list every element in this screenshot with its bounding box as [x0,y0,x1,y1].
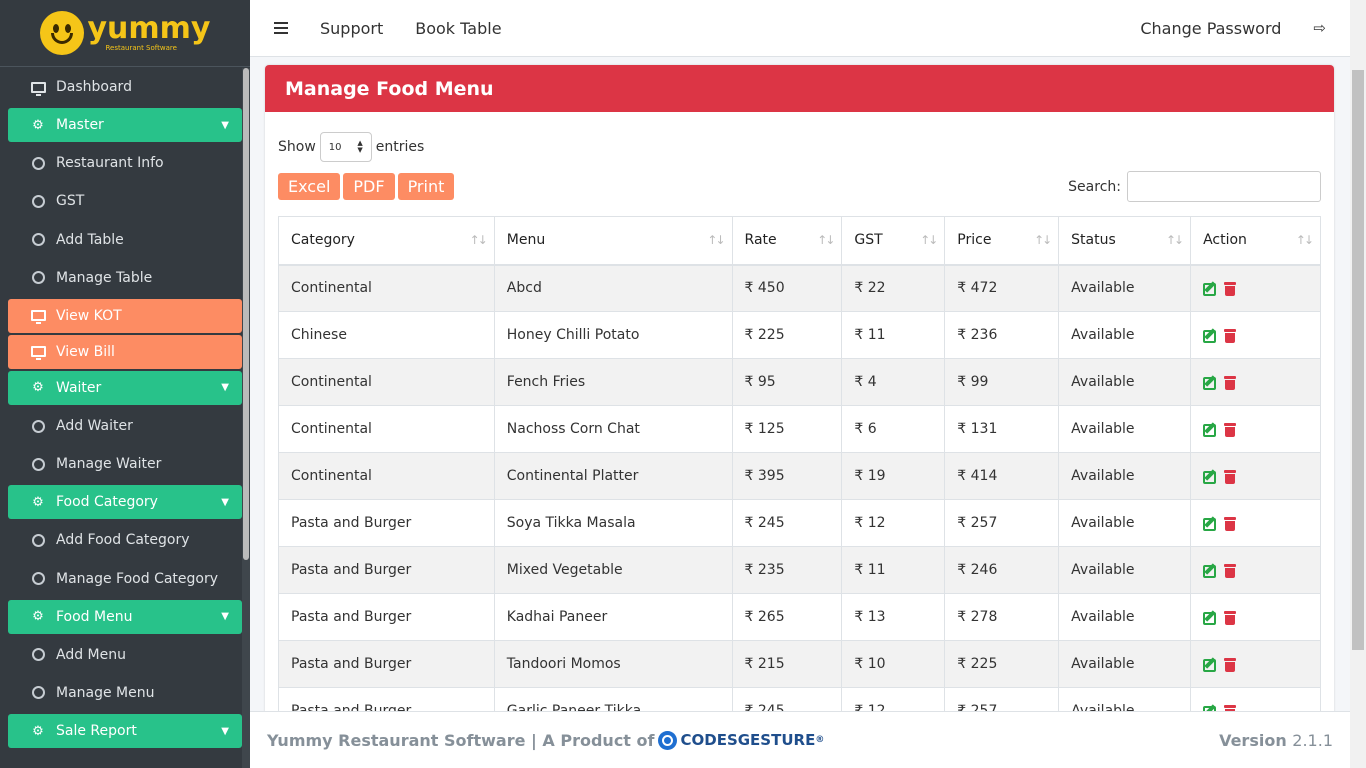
action-cell [1191,594,1321,641]
circle-icon [29,420,47,433]
circle-icon [29,271,47,284]
page-scroll-thumb[interactable] [1352,70,1364,650]
table-row [279,359,1321,406]
entries-label: entries [375,139,425,155]
trash-icon[interactable] [1224,375,1236,390]
card-title: Manage Food Menu [265,65,1334,112]
sidebar-item-label: GST [56,193,85,210]
action-cell [1191,453,1321,500]
column-header-gst[interactable]: GST ↑↓ [842,217,945,265]
book-table-link[interactable]: Book Table [415,18,502,38]
codesgesture-icon [658,731,677,750]
table-cell: Continental [279,453,495,500]
column-header-action[interactable]: Action ↑↓ [1191,217,1321,265]
search-label: Search: [1068,178,1121,195]
table-cell: Chinese [279,312,495,359]
trash-icon[interactable] [1224,469,1236,484]
sidebar-item-dashboard[interactable] [0,68,242,106]
table-cell: Tandoori Momos [494,641,732,688]
table-cell: Kadhai Paneer [494,594,732,641]
sort-arrows-icon: ↑↓ [1165,233,1183,247]
sidebar-item-label: Manage Menu [56,684,155,701]
brand-name: yummy [87,11,211,46]
monitor-icon [29,346,47,357]
gear-icon: ⚙ [32,117,44,133]
chevron-down-icon: ▼ [221,496,229,508]
table-cell: ₹ 99 [945,359,1059,406]
column-header-menu[interactable]: Menu ↑↓ [494,217,732,265]
chevron-down-icon: ▼ [221,382,229,394]
table-cell: ₹ 6 [842,406,945,453]
sidebar-item-manage-menu[interactable] [0,674,242,712]
column-header-status[interactable]: Status ↑↓ [1059,217,1191,265]
table-cell: Pasta and Burger [279,500,495,547]
table-cell: ₹ 10 [842,641,945,688]
table-cell: ₹ 225 [732,312,842,359]
footer [250,711,1350,768]
table-cell: Available [1059,406,1191,453]
circle-icon [29,648,47,661]
sidebar-item-label: Add Menu [56,646,126,663]
trash-icon[interactable] [1224,422,1236,437]
table-cell: ₹ 395 [732,453,842,500]
sidebar-item-label: Sale Report [56,723,137,740]
table-row [279,641,1321,688]
codesgesture-logo[interactable]: CODESGESTURE ® [658,731,824,750]
gear-icon: ⚙ [32,609,44,625]
sidebar-item-add-waiter[interactable] [0,407,242,445]
table-cell: ₹ 11 [842,312,945,359]
sidebar-item-add-food-category[interactable] [0,521,242,559]
table-cell: ₹ 125 [732,406,842,453]
column-header-category[interactable]: Category ↑↓ [279,217,495,265]
table-cell: ₹ 236 [945,312,1059,359]
version-number: 2.1.1 [1292,730,1333,750]
table-cell: Soya Tikka Masala [494,500,732,547]
action-cell [1191,547,1321,594]
table-cell: Available [1059,641,1191,688]
sidebar-item-master[interactable] [8,108,242,142]
action-cell [1191,265,1321,312]
table-cell: ₹ 95 [732,359,842,406]
sort-arrows-icon: ↑↓ [817,233,834,247]
sidebar-item-label: View Bill [56,343,115,360]
table-cell: ₹ 265 [732,594,842,641]
brand-logo[interactable] [0,0,250,67]
sidebar-item-manage-waiter[interactable] [0,445,242,483]
search-control [1068,171,1321,202]
trash-icon[interactable] [1224,281,1236,296]
sort-arrows-icon: ↑↓ [920,233,937,247]
column-header-price[interactable]: Price ↑↓ [945,217,1059,265]
action-cell [1191,359,1321,406]
circle-icon [29,572,47,585]
action-cell [1191,641,1321,688]
select-arrows-icon: ▲ ▼ [357,139,363,154]
table-cell: Pasta and Burger [279,547,495,594]
trash-icon[interactable] [1224,328,1236,343]
sidebar-item-waiter[interactable] [8,371,242,405]
sidebar-item-label: Manage Food Category [56,570,219,587]
sidebar-item-gst[interactable] [0,182,242,220]
edit-icon[interactable] [1203,610,1218,625]
sidebar [0,0,250,768]
table-cell: Available [1059,265,1191,312]
table-cell: ₹ 245 [732,500,842,547]
sidebar-item-label: Add Table [56,231,124,248]
table-row [279,312,1321,359]
food-menu-table [278,216,1321,725]
edit-icon[interactable] [1203,563,1218,578]
trash-icon[interactable] [1224,516,1236,531]
table-cell: ₹ 12 [842,500,945,547]
gear-icon: ⚙ [32,494,44,510]
circle-icon [29,534,47,547]
entries-value: 10 [328,141,342,153]
table-cell: Continental [279,406,495,453]
table-cell: Fench Fries [494,359,732,406]
gear-icon: ⚙ [32,723,44,739]
sidebar-item-label: Food Menu [56,608,133,625]
trash-icon[interactable] [1224,657,1236,672]
sort-arrows-icon: ↑↓ [1034,233,1051,247]
menu-toggle-icon[interactable] [274,22,288,34]
sidebar-item-food-menu[interactable] [8,600,242,634]
edit-icon[interactable] [1203,375,1218,390]
table-cell: Abcd [494,265,732,312]
version-info: Version 2.1.1 [1219,730,1333,750]
sidebar-item-restaurant-info[interactable] [0,144,242,182]
circle-icon [29,195,47,208]
table-cell: ₹ 4 [842,359,945,406]
sidebar-scrollbar[interactable] [242,68,250,768]
table-cell: ₹ 278 [945,594,1059,641]
edit-icon[interactable] [1203,657,1218,672]
show-label: Show [278,139,316,155]
sidebar-item-label: Restaurant Info [56,155,164,172]
table-cell: Continental [279,359,495,406]
table-cell: Available [1059,594,1191,641]
table-cell: ₹ 225 [945,641,1059,688]
table-cell: ₹ 131 [945,406,1059,453]
support-link[interactable]: Support [320,18,384,38]
table-cell: Available [1059,312,1191,359]
monitor-icon [29,310,47,321]
sidebar-item-add-menu[interactable] [0,636,242,674]
table-cell: Pasta and Burger [279,594,495,641]
sidebar-item-add-table[interactable] [0,221,242,259]
edit-icon[interactable] [1203,469,1218,484]
chevron-down-icon: ▼ [221,725,229,737]
table-cell: Mixed Vegetable [494,547,732,594]
table-cell: ₹ 414 [945,453,1059,500]
table-row [279,500,1321,547]
table-cell: Continental Platter [494,453,732,500]
sidebar-item-label: Dashboard [56,79,132,96]
table-cell: Available [1059,359,1191,406]
sidebar-scroll-thumb[interactable] [243,68,249,560]
company-name: CODESGESTURE [680,731,816,749]
table-cell: ₹ 13 [842,594,945,641]
sidebar-menu [0,68,242,750]
table-row [279,406,1321,453]
table-cell: Nachoss Corn Chat [494,406,732,453]
gear-icon: ⚙ [32,380,44,396]
topbar [250,0,1350,57]
table-cell: ₹ 257 [945,500,1059,547]
manage-food-menu-card [265,65,1334,725]
table-cell: Honey Chilli Potato [494,312,732,359]
entries-select[interactable] [320,132,372,162]
circle-icon [29,686,47,699]
edit-icon[interactable] [1203,516,1218,531]
search-input[interactable] [1127,171,1321,202]
sort-arrows-icon: ↑↓ [707,233,724,247]
table-row [279,547,1321,594]
sidebar-item-label: Waiter [56,379,102,396]
table-cell: ₹ 450 [732,265,842,312]
sidebar-item-sale-report[interactable] [8,714,242,748]
page-scrollbar[interactable] [1350,0,1366,768]
monitor-icon [29,82,47,93]
brand-subtitle: Restaurant Software [105,44,177,52]
table-row [279,453,1321,500]
table-cell: Pasta and Burger [279,641,495,688]
sidebar-item-view-kot[interactable] [8,299,242,333]
table-cell: ₹ 215 [732,641,842,688]
trash-icon[interactable] [1224,610,1236,625]
edit-icon[interactable] [1203,422,1218,437]
chevron-down-icon: ▼ [221,611,229,623]
sidebar-item-label: Manage Table [56,269,153,286]
print-button[interactable]: Print [398,173,455,200]
table-cell: Continental [279,265,495,312]
sidebar-item-label: Master [56,117,104,134]
table-cell: ₹ 235 [732,547,842,594]
chevron-down-icon: ▼ [221,119,229,131]
sidebar-item-label: Add Food Category [56,532,190,549]
edit-icon[interactable] [1203,281,1218,296]
action-cell [1191,406,1321,453]
trash-icon[interactable] [1224,563,1236,578]
excel-button[interactable]: Excel [278,173,340,200]
action-cell [1191,500,1321,547]
sort-arrows-icon: ↑↓ [469,233,486,247]
smiley-logo-icon [40,11,84,55]
pdf-button[interactable]: PDF [343,173,394,200]
table-row [279,265,1321,312]
circle-icon [29,157,47,170]
table-cell: ₹ 246 [945,547,1059,594]
sidebar-item-label: Food Category [56,494,158,511]
sidebar-item-manage-food-category[interactable] [0,560,242,598]
circle-icon [29,233,47,246]
sidebar-item-manage-table[interactable] [0,259,242,297]
footer-text: Yummy Restaurant Software | A Product of [267,730,655,750]
sidebar-item-label: View KOT [56,307,122,324]
sidebar-item-view-bill[interactable] [8,335,242,369]
table-cell: Available [1059,453,1191,500]
logout-icon[interactable]: ⇨ [1313,19,1326,37]
sort-arrows-icon: ↑↓ [1295,233,1312,247]
circle-icon [29,458,47,471]
action-cell [1191,312,1321,359]
change-password-link[interactable]: Change Password [1140,18,1282,38]
table-cell: ₹ 472 [945,265,1059,312]
table-cell: ₹ 11 [842,547,945,594]
table-cell: Available [1059,500,1191,547]
table-cell: Available [1059,547,1191,594]
sidebar-item-label: Manage Waiter [56,456,162,473]
export-buttons [278,173,454,200]
table-row [279,594,1321,641]
table-cell: ₹ 19 [842,453,945,500]
column-header-rate[interactable]: Rate ↑↓ [732,217,842,265]
entries-length-control [278,132,424,162]
sidebar-item-label: Add Waiter [56,418,133,435]
table-cell: ₹ 22 [842,265,945,312]
edit-icon[interactable] [1203,328,1218,343]
sidebar-item-food-category[interactable] [8,485,242,519]
